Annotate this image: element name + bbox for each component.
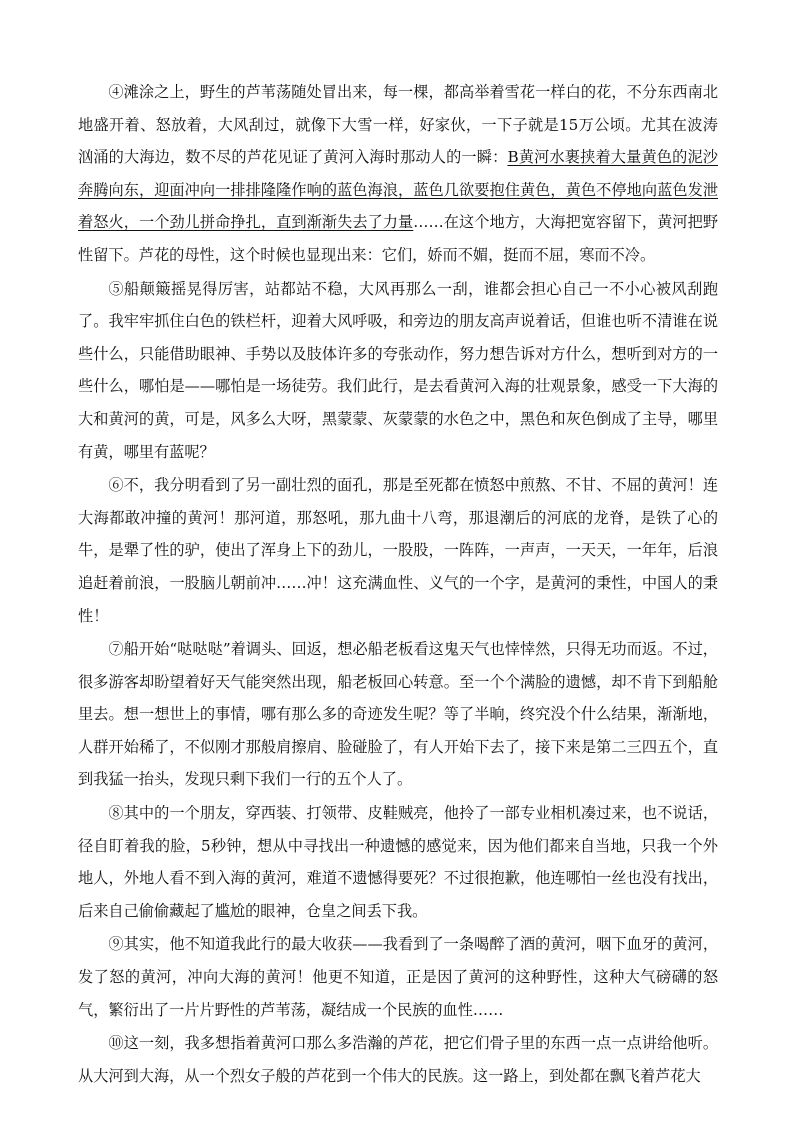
paragraph-5: ⑤船颠簸摇晃得厉害，站都站不稳，大风再那么一刮，谁都会担心自己一不小心被风刮跑了。我牢牢抓住白色的铁栏杆，迎着大风呼吸，和旁边的朋友高声说着话，但谁也听不清谁在说些什么，只能借助眼神、手势以及肢体许多的夸张动作，努力想告诉对方什么，想听到对方的一些什么，哪怕是——哪怕是一场徒劳。我们此行，是去看黄河入海的壮观景象，感受一下大海的大和黄河的黄，可是，风多么大呀，黑蒙蒙、灰蒙蒙的水色之中，黑色和灰色倒成了主导，哪里有黄，哪里有蓝呢？: [78, 279, 718, 461]
paragraph-8: ⑧其中的一个朋友，穿西装、打领带、皮鞋贼亮，他拎了一部专业相机凑过来，也不说话，径自盯着我的脸，5秒钟，想从中寻找出一种遗憾的感觉来，因为他们都来自当地，只我一个外地人，外地人看不到入海的黄河，难道不遗憾得要死？不过很抱歉，他连哪怕一丝也没有找出，后来自己偷偷藏起了尴尬的眼神，仓皇之间丢下我。: [78, 804, 718, 920]
paragraph-9: ⑨其实，他不知道我此行的最大收获——我看到了一条喝醉了酒的黄河，咽下血牙的黄河，发了怒的黄河，冲向大海的黄河！他更不知道，正是因了黄河的这种野性，这种大气磅礴的怒气，繁衍出了一片片野性的芦苇荡，凝结成一个民族的血性……: [78, 935, 718, 1019]
paragraph-6: ⑥不，我分明看到了另一副壮烈的面孔，那是至死都在愤怒中煎熬、不甘、不屈的黄河！连大海都敢冲撞的黄河！那河道，那怒吼，那九曲十八弯，那退潮后的河底的龙脊，是铁了心的牛，是犟了性的驴，使出了浑身上下的劲儿，一股股，一阵阵，一声声，一天天，一年年，后浪追赶着前浪，一股脑儿朝前冲……冲！这充满血性、义气的一个字，是黄河的秉性，中国人的秉性！: [78, 476, 718, 625]
paragraph-7: ⑦船开始“哒哒哒”着调头、回返，想必船老板看这鬼天气也悻悻然，只得无功而返。不过，很多游客却盼望着好天气能突然出现，船老板回心转意。至一个个满脸的遗憾，却不肯下到船舱里去。想一想世上的事情，哪有那么多的奇迹发生呢？等了半晌，终究没个什么结果，渐渐地，人群开始稀了，不似刚才那般肩擦肩、脸碰脸了，有人开始下去了，接下来是第二三四五个，直到我猛一抬头，发现只剩下我们一行的五个人了。: [78, 640, 718, 789]
paragraph-4-text-before: ④滩涂之上，野生的芦苇荡随处冒出来，每一棵，都高举着雪花一样白的花，不分东西南北地盛开着、怒放着，大风刮过，就像下大雪一样，好家伙，一下子就是15万公顷。尤其在波涛汹涌的大海边，数不尽的芦花见证了黄河入海时那动人的一瞬：: [78, 83, 718, 167]
paragraph-4: [78, 76, 718, 272]
underlined-passage-b: B黄河水裹挟着大量黄色的泥沙奔腾向东，迎面冲向一排排隆隆作响的蓝色海浪，蓝色几欲要抱住黄色，黄色不停地向蓝色发泄着怒火，一个劲儿拼命挣扎，直到渐渐失去了力量: [78, 148, 718, 232]
document-body: [78, 76, 718, 1093]
paragraph-4-text-after: ……在这个地方，大海把宽容留下，黄河把野性留下。芦花的母性，这个时候也显现出来：它们，娇而不媚，挺而不屈，寒而不冷。: [78, 213, 719, 264]
paragraph-10: ⑩这一刻，我多想指着黄河口那么多浩瀚的芦花，把它们骨子里的东西一点一点讲给他听。从大河到大海，从一个烈女子般的芦花到一个伟大的民族。这一路上，到处都在飘飞着芦花大: [78, 1034, 718, 1085]
